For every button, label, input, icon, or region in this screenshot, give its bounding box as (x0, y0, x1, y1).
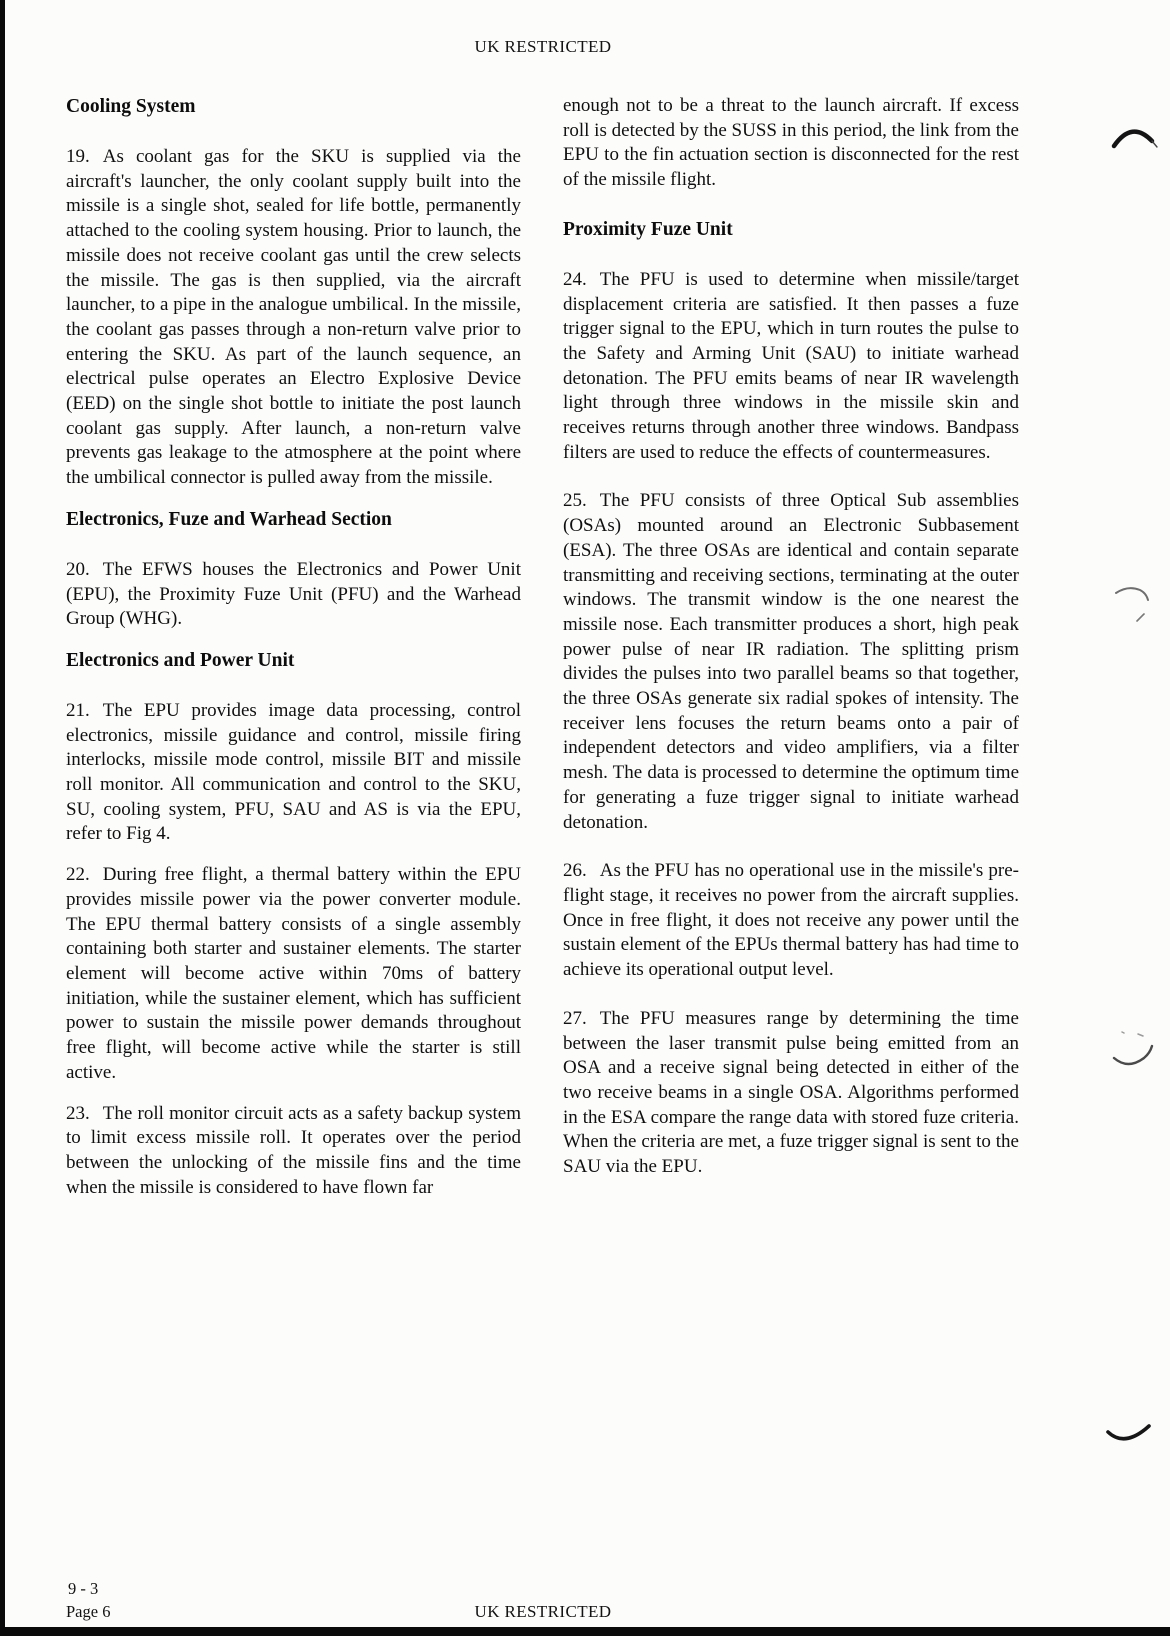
paragraph-23 (66, 1102, 521, 1201)
section-heading-electronics-fuze-warhead: Electronics, Fuze and Warhead Section (66, 508, 392, 530)
paragraph-number: 22. (66, 864, 90, 886)
paragraph-20 (66, 558, 521, 632)
paragraph-text: As coolant gas for the SKU is supplied via the aircraft's launcher, the only coolant supply built into the missile is a single shot, sealed for life bottle, permanently attached to the cooling system housing. Prior to launch, the missile does not receive coolant gas until the crew selects the missile. The gas is then supplied, via the aircraft launcher, to a pipe in the analogue umbilical. In the missile, the coolant gas passes through a non-return valve prior to entering the SKU. As part of the launch sequence, an electrical pulse operates an Electro Explosive Device (EED) on the single shot bottle to initiate the post launch coolant gas supply. After launch, a non-return valve prevents gas leakage to the atmosphere at the point where the umbilical connector is pulled away from the missile. (66, 146, 521, 489)
paragraph-text: The EPU provides image data processing, control electronics, missile guidance and control, missile firing interlocks, missile mode control, missile BIT and missile roll monitor. All communication and control to the SKU, SU, cooling system, PFU, SAU and AS is via the EPU, refer to Fig 4. (66, 699, 521, 845)
paragraph-22 (66, 863, 521, 1085)
section-heading-cooling-system: Cooling System (66, 96, 196, 117)
paragraph-text: As the PFU has no operational use in the missile's pre-flight stage, it receives no power from the aircraft supplies. Once in free flight, it does not receive any power until the sustain element of the EPUs thermal battery has had time to achieve its operational output level. (563, 860, 1019, 981)
paragraph-text: The roll monitor circuit acts as a safety backup system to limit excess missile roll. It operates over the period between the unlocking of the missile fins and the time when the missile is considered to have flown far (66, 1102, 521, 1198)
pen-mark-arc-down-icon (1110, 122, 1162, 154)
left-column (66, 94, 521, 1216)
paragraph-number: 21. (66, 699, 90, 721)
paragraph-25 (563, 489, 1019, 835)
pen-mark-hook-icon (1112, 1028, 1158, 1072)
paragraph-number: 26. (563, 860, 587, 882)
paragraph-27 (563, 1007, 1019, 1180)
right-column (563, 94, 1019, 1204)
paragraph-number: 25. (563, 490, 587, 512)
section-heading-electronics-power-unit: Electronics and Power Unit (66, 649, 295, 671)
paragraph-text: The PFU measures range by determining the time between the laser transmit pulse being emitted from an OSA and a receive signal being detected in either of the two receive beams in a single OSA. Algorithms performed in the ESA compare the range data with stored fuze criteria. When the criteria are met, a fuze trigger signal is sent to the SAU via the EPU. (563, 1007, 1019, 1178)
paragraph-24 (563, 268, 1019, 466)
footer-page-label: Page 6 (66, 1602, 111, 1621)
paragraph-26 (563, 859, 1019, 983)
pen-mark-squiggle-icon (1114, 583, 1158, 627)
paragraph-number: 19. (66, 146, 90, 167)
paragraph-text: During free flight, a thermal battery within the EPU provides missile power via the power converter module. The EPU thermal battery consists of a single assembly containing both starter and sustainer elements. The starter element will become active within 70ms of battery initiation, while the sustainer element, which has sufficient power to sustain the missile power demands throughout free flight, will become active while the starter is still active. (66, 864, 521, 1083)
paragraph-23-continued (563, 94, 1019, 193)
scan-left-border (0, 0, 5, 1636)
paragraph-text: The EFWS houses the Electronics and Power Unit (EPU), the Proximity Fuze Unit (PFU) and the Warhead Group (WHG). (66, 558, 521, 630)
paragraph-text: The PFU consists of three Optical Sub assemblies (OSAs) mounted around an Electronic Subbasement (ESA). The three OSAs are identical and contain separate transmitting and receiving sections, terminating at the outer windows. The transmit window is the one nearest the missile nose. Each transmitter produces a short, high peak power pulse of near IR radiation. The splitting prism divides the pulses into two parallel beams so that together, the three OSAs generate six radial spokes of intensity. The receiver lens focuses the return beams onto a pair of independent detectors and video amplifiers, via a filter mesh. The data is processed to determine the optimum time for generating a fuze trigger signal to initiate warhead detonation. (563, 490, 1019, 833)
paragraph-text: The PFU is used to determine when missile/target displacement criteria are satisfied. It then passes a fuze trigger signal to the EPU, which in turn routes the pulse to the Safety and Arming Unit (SAU) to initiate warhead detonation. The PFU emits beams of near IR wavelength light through three windows in the missile skin and receives returns through another three windows. Bandpass filters are used to reduce the effects of countermeasures. (563, 268, 1019, 463)
paragraph-number: 27. (563, 1007, 587, 1029)
paragraph-number: 23. (66, 1102, 90, 1124)
paragraph-number: 20. (66, 558, 90, 580)
paragraph-21 (66, 699, 521, 847)
header-classification: UK RESTRICTED (474, 37, 612, 56)
paragraph-text: enough not to be a threat to the launch aircraft. If excess roll is detected by the SUSS in this period, the link from the EPU to the fin actuation section is disconnected for the rest of the missile flight. (563, 95, 1019, 191)
footer-classification: UK RESTRICTED (474, 1602, 612, 1621)
paragraph-number: 24. (563, 268, 587, 290)
scan-bottom-border (0, 1627, 1170, 1636)
pen-mark-arc-up-icon (1105, 1422, 1155, 1450)
footer-section-number: 9 - 3 (68, 1579, 99, 1598)
section-heading-proximity-fuze-unit: Proximity Fuze Unit (563, 218, 733, 240)
paragraph-19 (66, 145, 521, 491)
